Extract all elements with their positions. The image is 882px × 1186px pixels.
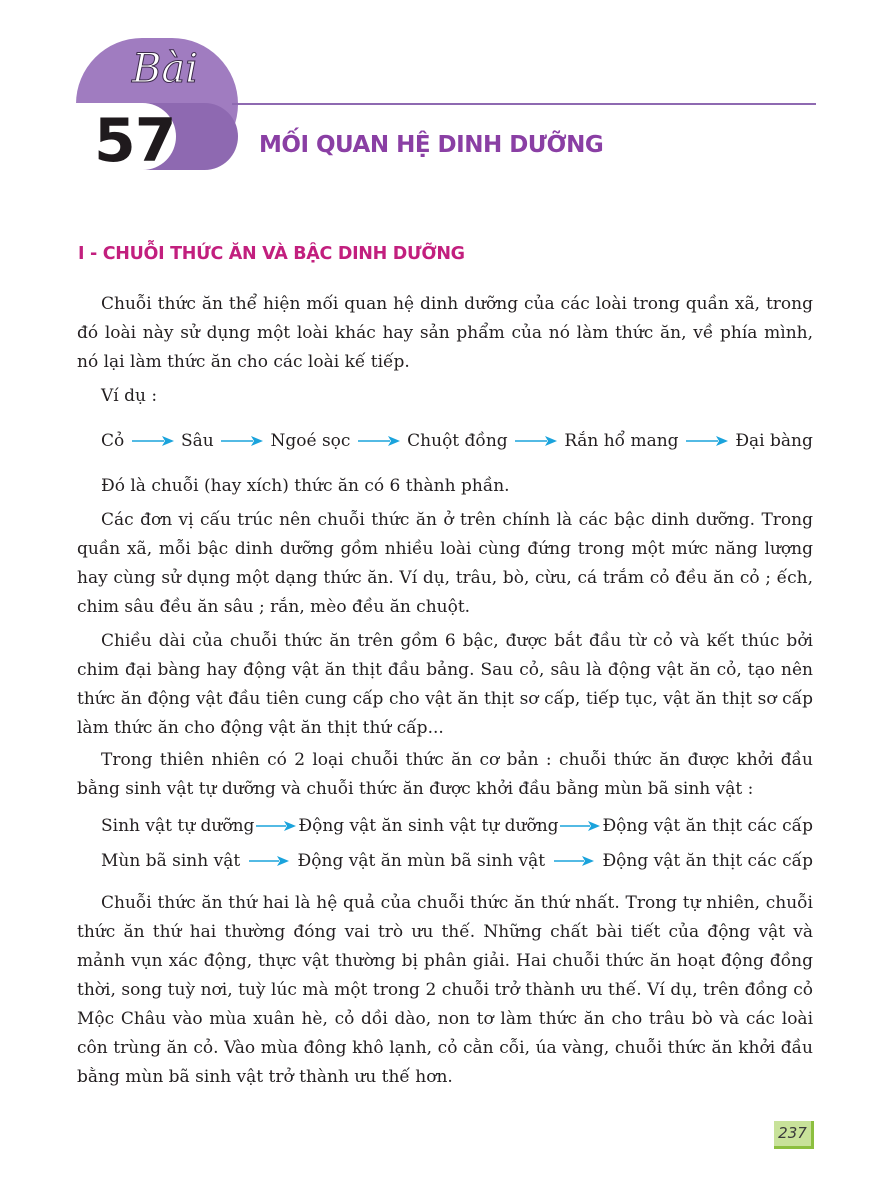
arrow-right-icon xyxy=(256,820,296,832)
example-food-chain xyxy=(101,426,813,455)
autotroph-food-chain xyxy=(101,811,813,840)
paragraph-detritus-chain: Chuỗi thức ăn thứ hai là hệ quả của chuỗi thức ăn thứ nhất. Trong tự nhiên, chuỗi thức ăn thứ hai thường đóng vai trò ưu thế. Những chất bài tiết của động vật và mảnh vụn xác động, thực vật thường bị phân giải. Hai chuỗi thức ăn hoạt động đồng thời, song tuỳ nơi, tuỳ lúc mà một trong 2 chuỗi trở thành ưu thế. Ví dụ, trên đồng cỏ Mộc Châu vào mùa xuân hè, cỏ dồi dào, non tơ làm thức ăn cho trâu bò và các loài côn trùng ăn cỏ. Vào mùa đông khô lạnh, cỏ cằn cỗi, úa vàng, chuỗi thức ăn khởi đầu bằng mùn bã sinh vật trở thành ưu thế hơn. xyxy=(77,893,813,1087)
arrow-right-icon xyxy=(554,855,594,867)
section-heading: I - CHUỖI THỨC ĂN VÀ BẬC DINH DƯỠNG xyxy=(78,244,465,264)
arrow-right-icon xyxy=(221,435,263,447)
lesson-number: 57 xyxy=(94,106,176,176)
arrow-right-icon xyxy=(560,820,600,832)
chain-node: Đại bàng xyxy=(735,430,813,451)
chain-node: Ngoé sọc xyxy=(270,430,351,451)
page-number: 237 xyxy=(778,1124,807,1142)
detritus-food-chain xyxy=(101,846,813,875)
chain-node: Động vật ăn mùn bã sinh vật xyxy=(297,850,546,871)
header-rule xyxy=(232,103,816,105)
chain-node: Động vật ăn thịt các cấp xyxy=(602,850,813,871)
chain-node: Động vật ăn sinh vật tự dưỡng xyxy=(298,815,559,836)
paragraph-chain-types: Trong thiên nhiên có 2 loại chuỗi thức ăn cơ bản : chuỗi thức ăn được khởi đầu bằng sinh vật tự dưỡng và chuỗi thức ăn được khởi đầu bằng mùn bã sinh vật : xyxy=(77,750,813,799)
chain-node: Rắn hổ mang xyxy=(564,430,679,451)
lesson-title: MỐI QUAN HỆ DINH DƯỠNG xyxy=(259,132,604,158)
chain-node: Mùn bã sinh vật xyxy=(101,850,241,871)
lesson-word: Bài xyxy=(132,46,199,92)
paragraph-trophic-levels: Các đơn vị cấu trúc nên chuỗi thức ăn ở trên chính là các bậc dinh dưỡng. Trong quần xã, mỗi bậc dinh dưỡng gồm nhiều loài cùng đứng trong một mức năng lượng hay cùng sử dụng một dạng thức ăn. Ví dụ, trâu, bò, cừu, cá trắm cỏ đều ăn cỏ ; ếch, chim sâu đều ăn sâu ; rắn, mèo đều ăn chuột. xyxy=(77,510,813,617)
chain-summary: Đó là chuỗi (hay xích) thức ăn có 6 thành phần. xyxy=(101,476,510,496)
paragraph-food-chain-definition: Chuỗi thức ăn thể hiện mối quan hệ dinh dưỡng của các loài trong quần xã, trong đó loài này sử dụng một loài khác hay sản phẩm của nó làm thức ăn, về phía mình, nó lại làm thức ăn cho các loài kế tiếp. xyxy=(77,294,813,372)
arrow-right-icon xyxy=(515,435,557,447)
chain-node: Chuột đồng xyxy=(407,430,508,451)
chain-node: Động vật ăn thịt các cấp xyxy=(602,815,813,836)
arrow-right-icon xyxy=(686,435,728,447)
paragraph-chain-length: Chiều dài của chuỗi thức ăn trên gồm 6 bậc, được bắt đầu từ cỏ và kết thúc bởi chim đại bàng hay động vật ăn thịt đầu bảng. Sau cỏ, sâu là động vật ăn cỏ, tạo nên thức ăn động vật đầu tiên cung cấp cho vật ăn thịt sơ cấp, tiếp tục, vật ăn thịt sơ cấp làm thức ăn cho động vật ăn thịt thứ cấp... xyxy=(77,631,813,738)
arrow-right-icon xyxy=(132,435,174,447)
example-label: Ví dụ : xyxy=(101,386,158,406)
chain-node: Sinh vật tự dưỡng xyxy=(101,815,255,836)
arrow-right-icon xyxy=(358,435,400,447)
chain-node: Cỏ xyxy=(101,430,125,451)
arrow-right-icon xyxy=(249,855,289,867)
chain-node: Sâu xyxy=(181,430,214,451)
